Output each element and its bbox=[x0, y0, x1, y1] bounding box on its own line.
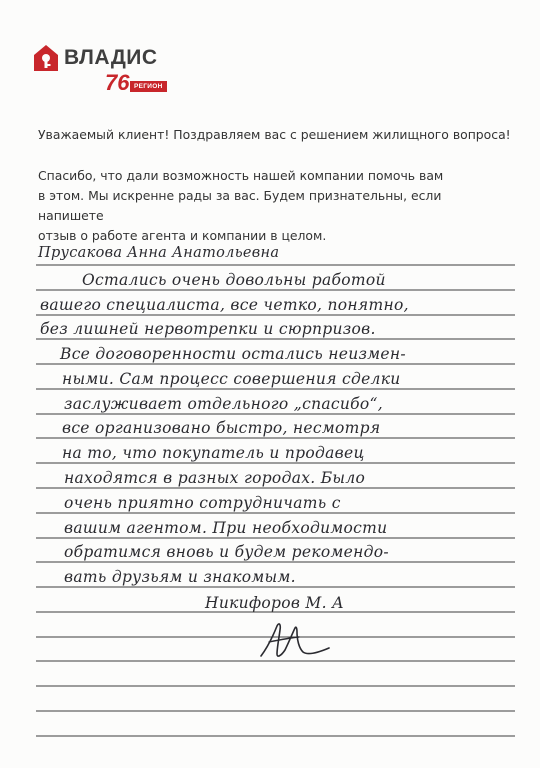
review-line: все организовано быстро, несмотря bbox=[62, 419, 381, 437]
review-line: Все договоренности остались неизмен- bbox=[60, 345, 406, 363]
review-line: на то, что покупатель и продавец bbox=[62, 444, 365, 462]
review-line: вашего специалиста, все четко, понятно, bbox=[40, 296, 409, 314]
review-line: без лишней нервотрепки и сюрпризов. bbox=[40, 320, 376, 338]
signer-name: Никифоров М. А bbox=[205, 594, 345, 612]
review-line: очень приятно сотрудничать с bbox=[64, 494, 341, 512]
review-line: находятся в разных городах. Было bbox=[64, 469, 366, 487]
intro-line: Спасибо, что дали возможность нашей компании помочь вам bbox=[38, 168, 444, 183]
review-line: ными. Сам процесс совершения сделки bbox=[62, 370, 401, 388]
review-line: обратимся вновь и будем рекомендо- bbox=[64, 543, 389, 561]
region-number: 76 bbox=[105, 70, 130, 95]
intro-line: отзыв о работе агента и компании в целом. bbox=[38, 228, 327, 243]
review-line: Остались очень довольны работой bbox=[82, 271, 386, 289]
review-line: вать друзьям и знакомым. bbox=[64, 568, 296, 586]
handwritten-signature bbox=[255, 618, 335, 666]
region-label: РЕГИОН bbox=[130, 81, 167, 92]
review-line: вашим агентом. При необходимости bbox=[64, 519, 388, 537]
brand-name: ВЛАДИС bbox=[64, 46, 158, 69]
intro-line: в этом. Мы искренне рады за вас. Будем признательны, если напишете bbox=[38, 188, 442, 223]
reviewer-name: Прусакова Анна Анатольевна bbox=[38, 245, 280, 261]
review-line: заслуживает отдельного „спасибо“, bbox=[64, 395, 384, 413]
greeting-text: Уважаемый клиент! Поздравляем вас с решением жилищного вопроса! bbox=[38, 127, 511, 142]
